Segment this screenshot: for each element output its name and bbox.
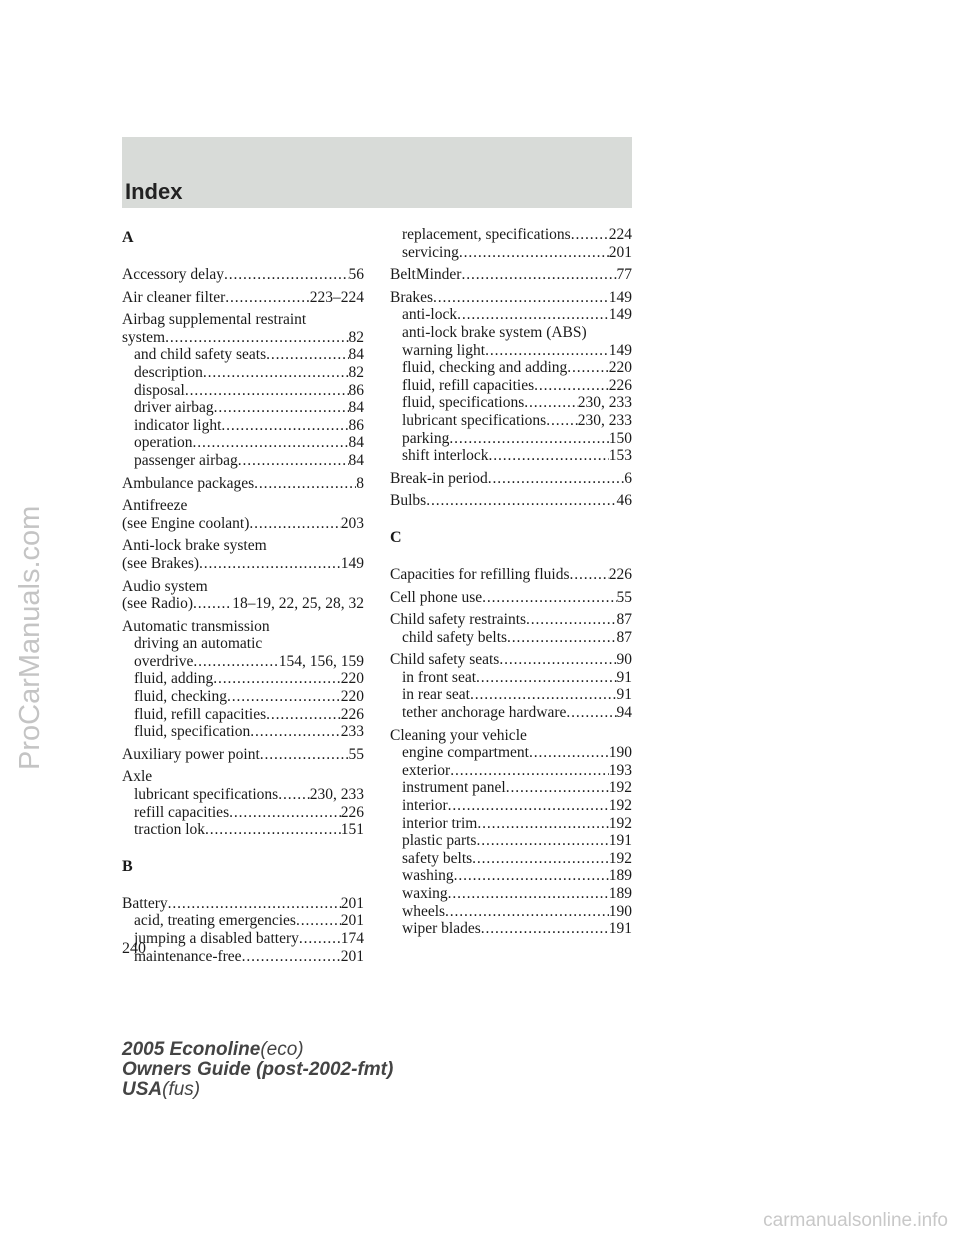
index-subentry bbox=[390, 412, 632, 430]
dot-leader bbox=[526, 611, 616, 629]
entry-text: waxing bbox=[402, 885, 448, 902]
index-entry bbox=[122, 497, 364, 532]
page-ref[interactable]: 55 bbox=[348, 745, 364, 763]
dot-leader bbox=[238, 452, 349, 470]
dot-leader bbox=[470, 686, 617, 704]
dot-leader bbox=[296, 912, 341, 930]
index-subentry bbox=[122, 786, 364, 804]
page-ref[interactable]: 201 bbox=[608, 243, 632, 261]
dot-leader bbox=[168, 895, 341, 913]
entry-text: (see Engine coolant) bbox=[122, 514, 250, 532]
index-term bbox=[122, 746, 364, 764]
dot-leader bbox=[461, 266, 616, 284]
entry-text: fluid, specification bbox=[134, 723, 251, 741]
dot-leader bbox=[260, 746, 349, 764]
dot-leader bbox=[450, 762, 609, 780]
index-subentry bbox=[122, 382, 364, 400]
index-subentry bbox=[122, 688, 364, 706]
index-entry bbox=[122, 895, 364, 965]
dot-leader bbox=[249, 515, 340, 533]
entry-text: indicator light bbox=[134, 416, 222, 434]
dot-leader bbox=[489, 447, 609, 465]
dot-leader bbox=[570, 566, 609, 584]
index-subentry bbox=[390, 832, 632, 850]
dot-leader bbox=[299, 930, 341, 948]
entry-text: Airbag supplemental restraint bbox=[122, 311, 307, 329]
page-ref[interactable]: 220 bbox=[608, 359, 632, 377]
entry-text: Auxiliary power point bbox=[122, 745, 260, 763]
index-term bbox=[122, 266, 364, 284]
dot-leader bbox=[476, 832, 608, 850]
corner-watermark: carmanualsonline.info bbox=[763, 1210, 948, 1231]
page-ref[interactable]: 149 bbox=[608, 288, 632, 306]
index-subentry bbox=[122, 804, 364, 822]
index-entry bbox=[122, 311, 364, 469]
page-ref[interactable]: 220 bbox=[340, 688, 364, 706]
index-subentry bbox=[122, 417, 364, 435]
page-ref[interactable]: 230, 233 bbox=[309, 786, 364, 804]
footer-model: 2005 Econoline bbox=[122, 1039, 261, 1060]
entry-text: overdrive bbox=[134, 652, 194, 670]
index-term bbox=[390, 611, 632, 629]
entry-text: driver airbag bbox=[134, 399, 214, 417]
entry-text: acid, treating emergencies bbox=[134, 912, 296, 930]
index-entry bbox=[390, 727, 632, 938]
entry-text: fluid, adding bbox=[134, 670, 214, 688]
index-term bbox=[122, 578, 364, 596]
page-ref[interactable]: 226 bbox=[608, 565, 632, 583]
section-letter: C bbox=[390, 528, 402, 546]
index-subentry bbox=[122, 434, 364, 452]
entry-text: and child safety seats bbox=[134, 346, 267, 364]
entry-text: driving an automatic bbox=[134, 635, 263, 653]
dot-leader bbox=[227, 688, 341, 706]
page-ref[interactable]: 153 bbox=[608, 447, 632, 465]
page-ref[interactable]: 86 bbox=[348, 416, 364, 434]
index-term bbox=[390, 470, 632, 488]
page-ref[interactable]: 223–224 bbox=[309, 288, 364, 306]
page-ref[interactable]: 190 bbox=[608, 744, 632, 762]
entry-text: wheels bbox=[402, 902, 446, 920]
dot-leader bbox=[165, 329, 348, 347]
dot-leader bbox=[199, 555, 341, 573]
index-subentry bbox=[390, 704, 632, 722]
dot-leader bbox=[454, 867, 609, 885]
index-subentry bbox=[122, 346, 364, 364]
page-ref[interactable]: 224 bbox=[608, 226, 632, 243]
entry-text: maintenance-free bbox=[134, 947, 242, 965]
index-term bbox=[390, 492, 632, 510]
dot-leader bbox=[224, 266, 349, 284]
index-entry bbox=[390, 266, 632, 284]
dot-leader bbox=[477, 815, 608, 833]
index-subentry bbox=[122, 930, 364, 948]
index-entry bbox=[122, 618, 364, 741]
page-ref[interactable]: 84 bbox=[348, 399, 364, 417]
dot-leader bbox=[457, 306, 609, 324]
entry-text: Anti-lock brake system bbox=[122, 537, 267, 555]
section-letter: A bbox=[122, 229, 134, 246]
index-term bbox=[122, 497, 364, 515]
index-subentry bbox=[390, 447, 632, 465]
index-subentry bbox=[390, 359, 632, 377]
page-ref[interactable]: 84 bbox=[348, 346, 364, 364]
index-subentry bbox=[390, 920, 632, 938]
dot-leader bbox=[225, 289, 309, 307]
dot-leader bbox=[488, 470, 625, 488]
index-subentry bbox=[122, 706, 364, 724]
page-ref[interactable]: 193 bbox=[608, 761, 632, 779]
index-term bbox=[122, 475, 364, 493]
dot-leader bbox=[534, 377, 609, 395]
index-subentry bbox=[122, 452, 364, 470]
entry-text: in front seat bbox=[402, 668, 477, 686]
index-subentry bbox=[122, 948, 364, 966]
entry-text: fluid, specifications bbox=[402, 394, 525, 412]
page-ref[interactable]: 87 bbox=[616, 611, 632, 629]
index-entry bbox=[122, 746, 364, 764]
page-ref[interactable]: 174 bbox=[340, 930, 364, 947]
dot-leader bbox=[499, 651, 616, 669]
entry-text: Axle bbox=[122, 768, 153, 786]
page-ref[interactable]: 86 bbox=[348, 381, 364, 399]
entry-text: interior bbox=[402, 797, 448, 815]
index-entry bbox=[390, 566, 632, 584]
dot-leader bbox=[214, 399, 349, 417]
dot-leader bbox=[221, 417, 348, 435]
index-term bbox=[122, 595, 364, 613]
dot-leader bbox=[193, 434, 349, 452]
dot-leader bbox=[426, 492, 616, 510]
page-ref[interactable]: 201 bbox=[340, 912, 364, 930]
dot-leader bbox=[278, 786, 310, 804]
entry-text: plastic parts bbox=[402, 832, 477, 850]
page-number: 240 bbox=[122, 940, 146, 957]
dot-leader bbox=[266, 346, 348, 364]
index-subentry bbox=[122, 670, 364, 688]
page-ref[interactable]: 150 bbox=[608, 429, 632, 447]
index-subentry bbox=[122, 399, 364, 417]
index-entry bbox=[390, 589, 632, 607]
index-term bbox=[390, 289, 632, 307]
entry-text: fluid, checking bbox=[134, 688, 227, 706]
index-term bbox=[390, 566, 632, 584]
page-ref[interactable]: 191 bbox=[608, 920, 632, 938]
page-ref[interactable]: 82 bbox=[348, 363, 364, 381]
entry-text: disposal bbox=[134, 381, 185, 399]
entry-text: tether anchorage hardware bbox=[402, 704, 567, 722]
entry-text: shift interlock bbox=[402, 447, 489, 465]
page-ref[interactable]: 220 bbox=[340, 670, 364, 688]
dot-leader bbox=[476, 669, 616, 687]
entry-text: fluid, refill capacities bbox=[402, 376, 535, 394]
index-entry bbox=[390, 226, 632, 261]
side-watermark: ProCarManuals.com bbox=[14, 505, 46, 770]
page-ref[interactable]: 192 bbox=[608, 779, 632, 797]
index-subentry bbox=[390, 903, 632, 921]
entry-text: Brakes bbox=[390, 288, 434, 306]
index-subentry bbox=[390, 797, 632, 815]
page-ref[interactable]: 192 bbox=[608, 797, 632, 815]
index-column-right bbox=[390, 226, 632, 943]
dot-leader bbox=[205, 821, 341, 839]
entry-text: instrument panel bbox=[402, 779, 506, 797]
page-ref[interactable]: 149 bbox=[608, 306, 632, 324]
entry-text: Automatic transmission bbox=[122, 617, 270, 635]
index-subentry bbox=[390, 629, 632, 647]
index-subentry bbox=[122, 653, 364, 671]
index-subentry bbox=[390, 815, 632, 833]
page-ref[interactable]: 191 bbox=[608, 832, 632, 850]
dot-leader bbox=[482, 589, 616, 607]
entry-text: interior trim bbox=[402, 814, 478, 832]
dot-leader bbox=[193, 653, 278, 671]
index-column-left bbox=[122, 226, 364, 970]
entry-text: (see Brakes) bbox=[122, 554, 200, 572]
page-ref[interactable]: 226 bbox=[340, 705, 364, 723]
index-entry bbox=[390, 611, 632, 646]
page-ref[interactable]: 201 bbox=[340, 947, 364, 965]
entry-text: BeltMinder bbox=[390, 266, 462, 284]
dot-leader bbox=[567, 359, 608, 377]
page-ref[interactable]: 84 bbox=[348, 451, 364, 469]
dot-leader bbox=[254, 475, 356, 493]
index-subentry bbox=[122, 635, 364, 653]
index-subentry bbox=[122, 912, 364, 930]
dot-leader bbox=[571, 226, 609, 244]
page-ref[interactable]: 201 bbox=[340, 894, 364, 912]
index-entry bbox=[390, 289, 632, 465]
index-term bbox=[122, 768, 364, 786]
entry-text: Bulbs bbox=[390, 492, 427, 510]
entry-text: jumping a disabled battery bbox=[134, 930, 299, 947]
footer-guide: Owners Guide (post-2002-fmt) bbox=[122, 1059, 394, 1080]
index-subentry bbox=[390, 779, 632, 797]
footer-region: USA bbox=[122, 1079, 163, 1100]
dot-leader bbox=[229, 804, 341, 822]
entry-text: refill capacities bbox=[134, 803, 230, 821]
page-ref[interactable]: 192 bbox=[608, 849, 632, 867]
page-ref[interactable]: 91 bbox=[616, 686, 632, 704]
entry-text: Ambulance packages bbox=[122, 474, 255, 492]
entry-text: (see Radio) bbox=[122, 595, 194, 613]
dot-leader bbox=[266, 706, 341, 724]
header-band bbox=[122, 137, 632, 208]
dot-leader bbox=[524, 394, 578, 412]
index-term bbox=[122, 515, 364, 533]
page-ref[interactable]: 87 bbox=[616, 628, 632, 646]
entry-text: Battery bbox=[122, 894, 168, 912]
page-ref[interactable]: 84 bbox=[348, 434, 364, 452]
index-subentry bbox=[390, 377, 632, 395]
entry-text: servicing bbox=[402, 243, 459, 261]
index-subentry bbox=[390, 394, 632, 412]
index-term bbox=[122, 618, 364, 636]
page-ref[interactable]: 91 bbox=[616, 668, 632, 686]
index-term bbox=[122, 311, 364, 329]
index-subentry bbox=[390, 867, 632, 885]
page-ref[interactable]: 230, 233 bbox=[577, 394, 632, 412]
dot-leader bbox=[485, 342, 609, 360]
entry-text: Child safety seats bbox=[390, 651, 500, 669]
page-ref[interactable]: 46 bbox=[616, 492, 632, 510]
index-term bbox=[122, 555, 364, 573]
entry-text: Child safety restraints bbox=[390, 611, 527, 629]
page-ref[interactable]: 192 bbox=[608, 814, 632, 832]
dot-leader bbox=[185, 382, 349, 400]
entry-text: Capacities for refilling fluids bbox=[390, 565, 570, 583]
dot-leader bbox=[546, 412, 578, 430]
page-ref[interactable]: 151 bbox=[340, 821, 364, 839]
index-term bbox=[390, 727, 632, 745]
entry-text: Cell phone use bbox=[390, 588, 483, 606]
entry-text: child safety belts bbox=[402, 628, 508, 646]
page-ref[interactable]: 55 bbox=[616, 588, 632, 606]
page-ref[interactable]: 230, 233 bbox=[577, 411, 632, 429]
index-entry bbox=[122, 578, 364, 613]
entry-text: warning light bbox=[402, 341, 486, 359]
index-subentry bbox=[390, 306, 632, 324]
index-term bbox=[390, 651, 632, 669]
dot-leader bbox=[448, 797, 609, 815]
index-entry bbox=[122, 289, 364, 307]
page-ref[interactable]: 203 bbox=[340, 514, 364, 532]
page-ref[interactable]: 226 bbox=[608, 376, 632, 394]
footer-region-code: (fus) bbox=[162, 1079, 201, 1100]
entry-text: system bbox=[122, 328, 166, 346]
page-ref[interactable]: 233 bbox=[340, 723, 364, 741]
page-ref[interactable]: 56 bbox=[348, 266, 364, 283]
index-entry bbox=[122, 266, 364, 284]
index-term bbox=[390, 589, 632, 607]
page-ref[interactable]: 149 bbox=[340, 554, 364, 572]
index-term bbox=[122, 537, 364, 555]
section-letter: B bbox=[122, 857, 133, 875]
index-subentry bbox=[390, 850, 632, 868]
index-entry bbox=[390, 492, 632, 510]
page-ref[interactable]: 94 bbox=[616, 704, 632, 722]
entry-text: exterior bbox=[402, 761, 451, 779]
index-subentry bbox=[390, 669, 632, 687]
index-term bbox=[122, 329, 364, 347]
index-entry bbox=[122, 537, 364, 572]
index-term bbox=[122, 895, 364, 913]
entry-text: Air cleaner filter bbox=[122, 288, 226, 306]
dot-leader bbox=[193, 595, 232, 613]
entry-text: traction lok bbox=[134, 821, 206, 839]
index-subentry bbox=[390, 885, 632, 903]
index-term bbox=[390, 266, 632, 284]
document-footer bbox=[122, 1040, 393, 1100]
dot-leader bbox=[445, 903, 609, 921]
index-subentry bbox=[390, 324, 632, 342]
page-ref[interactable]: 149 bbox=[608, 341, 632, 359]
entry-text: in rear seat bbox=[402, 686, 470, 704]
entry-text: anti-lock bbox=[402, 306, 458, 324]
dot-leader bbox=[433, 289, 609, 307]
index-subentry bbox=[390, 244, 632, 262]
entry-text: lubricant specifications bbox=[402, 411, 547, 429]
page-ref[interactable]: 77 bbox=[616, 266, 632, 284]
page-ref[interactable]: 190 bbox=[608, 902, 632, 920]
entry-text: fluid, refill capacities bbox=[134, 705, 267, 723]
entry-text: washing bbox=[402, 867, 454, 885]
page-ref[interactable]: 189 bbox=[608, 885, 632, 902]
dot-leader bbox=[449, 430, 608, 448]
index-subentry bbox=[390, 226, 632, 244]
dot-leader bbox=[213, 670, 341, 688]
entry-text: wiper blades bbox=[402, 920, 481, 938]
dot-leader bbox=[472, 850, 609, 868]
dot-leader bbox=[459, 244, 609, 262]
entry-text: engine compartment bbox=[402, 744, 529, 762]
dot-leader bbox=[242, 948, 341, 966]
index-subentry bbox=[390, 744, 632, 762]
entry-text: lubricant specifications bbox=[134, 786, 279, 804]
page-ref[interactable]: 154, 156, 159 bbox=[278, 652, 364, 670]
entry-text: Cleaning your vehicle bbox=[390, 726, 527, 744]
entry-text: anti-lock brake system (ABS) bbox=[402, 323, 587, 341]
entry-text: Accessory delay bbox=[122, 266, 224, 283]
dot-leader bbox=[481, 920, 609, 938]
dot-leader bbox=[529, 744, 609, 762]
page-ref[interactable]: 82 bbox=[348, 328, 364, 346]
entry-text: fluid, checking and adding bbox=[402, 359, 568, 377]
index-entry bbox=[390, 470, 632, 488]
index-entry bbox=[122, 768, 364, 838]
dot-leader bbox=[203, 364, 349, 382]
page-ref[interactable]: 90 bbox=[616, 651, 632, 669]
page-ref[interactable]: 6 bbox=[624, 469, 632, 487]
index-subentry bbox=[390, 762, 632, 780]
dot-leader bbox=[506, 779, 609, 797]
dot-leader bbox=[448, 885, 609, 903]
index-entry bbox=[122, 475, 364, 493]
page-ref[interactable]: 189 bbox=[608, 867, 632, 885]
entry-text: safety belts bbox=[402, 849, 473, 867]
dot-leader bbox=[250, 723, 341, 741]
index-subentry bbox=[390, 342, 632, 360]
index-subentry bbox=[122, 821, 364, 839]
page-ref[interactable]: 226 bbox=[340, 803, 364, 821]
dot-leader bbox=[507, 629, 616, 647]
page-title: Index bbox=[125, 179, 183, 204]
entry-text: Audio system bbox=[122, 577, 208, 595]
entry-text: Break-in period bbox=[390, 469, 488, 487]
index-subentry bbox=[390, 430, 632, 448]
dot-leader bbox=[566, 704, 616, 722]
index-subentry bbox=[122, 364, 364, 382]
page-ref[interactable]: 18–19, 22, 25, 28, 32 bbox=[232, 595, 364, 613]
entry-text: description bbox=[134, 363, 203, 381]
index-term bbox=[122, 289, 364, 307]
page-ref[interactable]: 8 bbox=[356, 474, 364, 492]
index-entry bbox=[390, 651, 632, 721]
entry-text: passenger airbag bbox=[134, 451, 238, 469]
entry-text: parking bbox=[402, 429, 450, 447]
footer-model-code: (eco) bbox=[260, 1039, 304, 1060]
index-subentry bbox=[390, 686, 632, 704]
entry-text: replacement, specifications bbox=[402, 226, 571, 243]
entry-text: Antifreeze bbox=[122, 497, 188, 515]
entry-text: operation bbox=[134, 434, 193, 452]
index-subentry bbox=[122, 723, 364, 741]
